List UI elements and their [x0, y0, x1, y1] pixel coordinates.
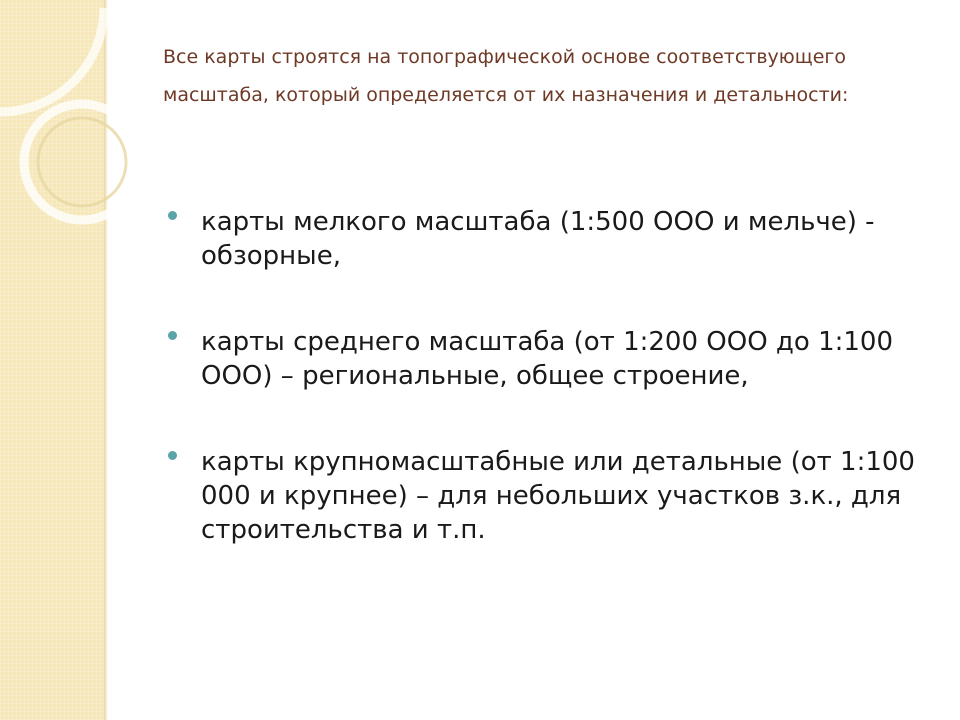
- bullet-item: [168, 205, 938, 273]
- bullet-item: [168, 325, 938, 393]
- bullet-dot-icon: [168, 211, 177, 220]
- bullet-text: карты мелкого масштаба (1:500 ООО и мельче) - обзорные,: [201, 207, 875, 271]
- bullet-text: карты среднего масштаба (от 1:200 ООО до 1:100 ООО) – региональные, общее строение,: [201, 327, 894, 391]
- decorative-ring-large: [24, 104, 140, 220]
- bullet-list: [168, 205, 938, 599]
- decorative-rings: [0, 0, 140, 250]
- bullet-dot-icon: [168, 451, 177, 460]
- decorative-ring-inner: [38, 118, 126, 206]
- bullet-dot-icon: [168, 331, 177, 340]
- bullet-item: [168, 445, 938, 547]
- decorative-ring-top: [0, 8, 104, 112]
- slide-title: Все карты строятся на топографической основе соответствующего масштаба, который определяется от их назначения и детальности:: [163, 46, 849, 106]
- bullet-text: карты крупномасштабные или детальные (от 1:100 000 и крупнее) – для небольших участков з.к., для строительства и т.п.: [201, 447, 915, 545]
